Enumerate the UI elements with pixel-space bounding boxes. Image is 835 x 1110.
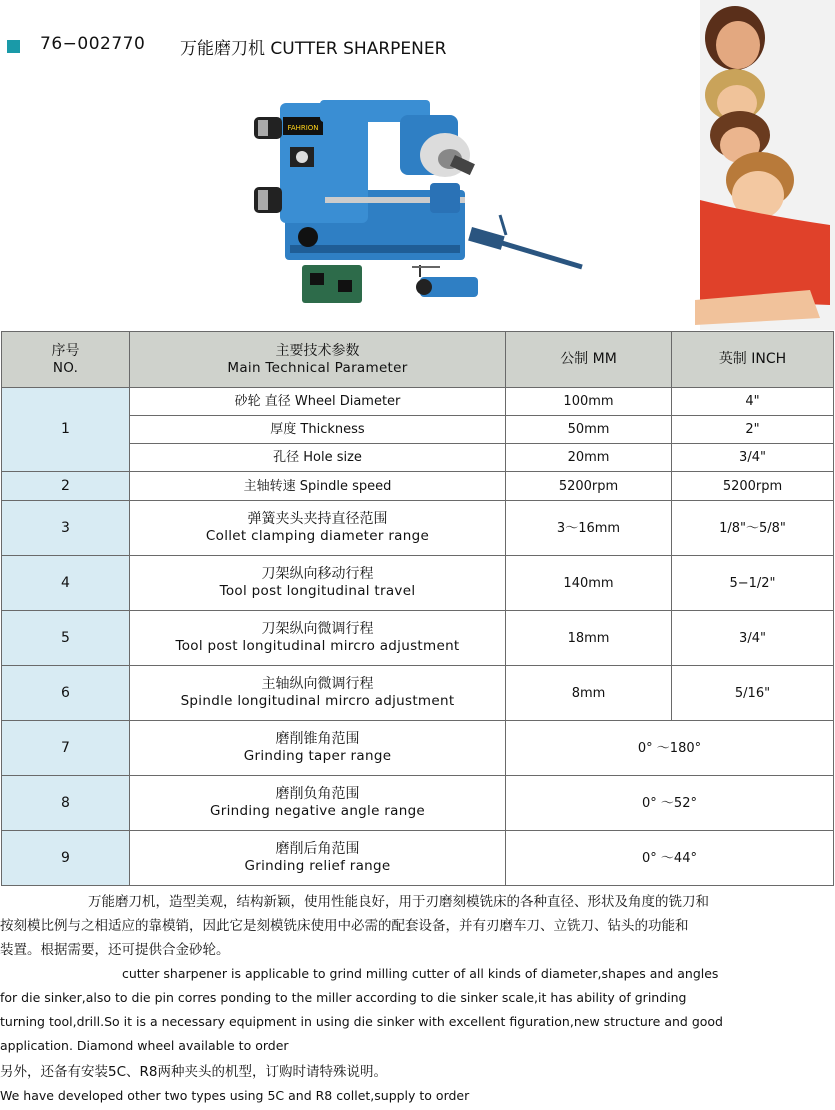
desc-line: 按刻模比例与之相适应的靠模销，因此它是刻模铣床使用中必需的配套设备，并有刃磨车刀、立铣刀、钻头的功能和 (0, 918, 689, 934)
row-mm: 50mm (506, 416, 672, 444)
row-param: 弹簧夹头夹持直径范围 Collet clamping diameter range (130, 501, 506, 556)
row-no: 4 (2, 556, 130, 611)
row-param: 磨削负角范围 Grinding negative angle range (130, 776, 506, 831)
row-no: 1 (2, 388, 130, 472)
row-no: 3 (2, 501, 130, 556)
row-mm: 8mm (506, 666, 672, 721)
row-no: 8 (2, 776, 130, 831)
row-inch: 4" (672, 388, 834, 416)
extra-note-en: We have developed other two types using 5C and R8 collet,supply to order (0, 1088, 470, 1103)
row-inch: 3/4" (672, 444, 834, 472)
row-param: 厚度 Thickness (130, 416, 506, 444)
header-inch: 英制 INCH (672, 332, 834, 388)
title-zh: 万能磨刀机 (180, 39, 265, 59)
row-mm: 140mm (506, 556, 672, 611)
desc-line: application. Diamond wheel available to order (0, 1038, 289, 1053)
header-mm: 公制 MM (506, 332, 672, 388)
row-range: 0° ～44° (506, 831, 834, 886)
row-param: 砂轮 直径 Wheel Diameter (130, 388, 506, 416)
desc-line: 万能磨刀机，造型美观，结构新颖，使用性能良好，用于刃磨刻模铣床的各种直径、形状及角度的铣刀和 (88, 894, 709, 910)
table-row (2, 388, 834, 416)
row-inch: 2" (672, 416, 834, 444)
row-mm: 100mm (506, 388, 672, 416)
row-inch: 5200rpm (672, 472, 834, 501)
people-photo (690, 0, 835, 330)
header-param: 主要技术参数 Main Technical Parameter (130, 332, 506, 388)
description-en (0, 962, 835, 1058)
row-param: 主轴纵向微调行程 Spindle longitudinal mircro adjustment (130, 666, 506, 721)
row-inch: 1/8"～5/8" (672, 501, 834, 556)
row-mm: 5200rpm (506, 472, 672, 501)
row-inch: 5/16" (672, 666, 834, 721)
desc-line: cutter sharpener is applicable to grind milling cutter of all kinds of diameter,shapes and angles (122, 966, 719, 981)
row-param: 刀架纵向微调行程 Tool post longitudinal mircro adjustment (130, 611, 506, 666)
row-mm: 3～16mm (506, 501, 672, 556)
table-row (2, 776, 834, 831)
table-row (2, 831, 834, 886)
table-row (2, 611, 834, 666)
spec-table (1, 331, 834, 886)
row-param: 刀架纵向移动行程 Tool post longitudinal travel (130, 556, 506, 611)
row-no: 5 (2, 611, 130, 666)
title-en: CUTTER SHARPENER (270, 39, 447, 59)
row-param: 主轴转速 Spindle speed (130, 472, 506, 501)
brand-plate: FAHRION (287, 124, 319, 132)
accent-square-icon (7, 40, 20, 53)
desc-line: 装置。根据需要，还可提供合金砂轮。 (0, 942, 230, 958)
header (0, 0, 835, 330)
row-no: 9 (2, 831, 130, 886)
table-row (2, 556, 834, 611)
row-inch: 3/4" (672, 611, 834, 666)
desc-line: turning tool,drill.So it is a necessary equipment in using die sinker with excellent figuration,new structure and good (0, 1014, 723, 1029)
row-range: 0° ～52° (506, 776, 834, 831)
cutter-sharpener-image (250, 95, 590, 315)
row-param: 磨削后角范围 Grinding relief range (130, 831, 506, 886)
row-no: 2 (2, 472, 130, 501)
table-header-row (2, 332, 834, 388)
product-title (180, 34, 446, 59)
table-row (2, 721, 834, 776)
header-no: 序号 NO. (2, 332, 130, 388)
table-row (2, 501, 834, 556)
row-mm: 18mm (506, 611, 672, 666)
row-param: 磨削锥角范围 Grinding taper range (130, 721, 506, 776)
desc-line: for die sinker,also to die pin corres ponding to the miller according to die sinker scale,it has ability of grinding (0, 990, 687, 1005)
row-no: 7 (2, 721, 130, 776)
row-mm: 20mm (506, 444, 672, 472)
product-code: 76−002770 (40, 34, 146, 54)
row-param: 孔径 Hole size (130, 444, 506, 472)
row-range: 0° ～180° (506, 721, 834, 776)
table-row (2, 472, 834, 501)
table-row (2, 666, 834, 721)
description-zh (0, 890, 835, 962)
row-inch: 5−1/2" (672, 556, 834, 611)
extra-note-zh: 另外，还备有安装5C、R8两种夹头的机型，订购时请特殊说明。 (0, 1064, 387, 1080)
row-no: 6 (2, 666, 130, 721)
